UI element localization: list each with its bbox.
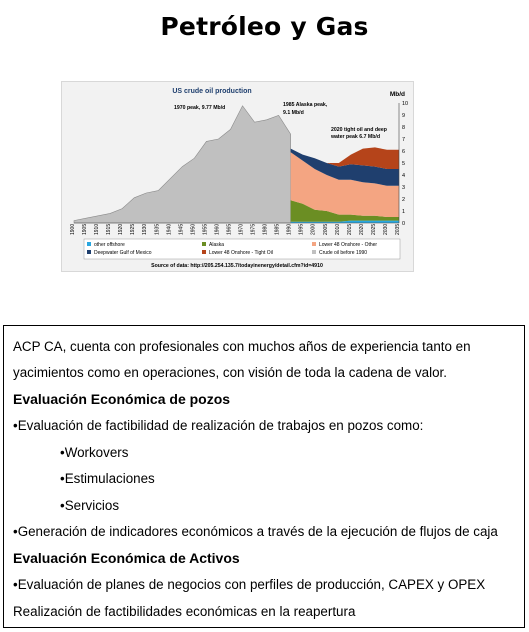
x-tick-label-23: 2015 bbox=[346, 223, 353, 235]
legend-label-3: Deepwater Gulf of Mexico bbox=[94, 250, 152, 256]
x-tick-label-20: 2000 bbox=[310, 223, 317, 235]
bullet-workovers: •Workovers bbox=[60, 445, 129, 460]
x-tick-label-9: 1945 bbox=[178, 223, 185, 235]
bullet-planes: •Evaluación de planes de negocios con perfiles de producción, CAPEX y OPEX bbox=[13, 577, 486, 592]
annotation-0: 1970 peak, 9.77 Mb/d bbox=[174, 105, 226, 111]
reapertura-line: Realización de factibilidades económicas en la reapertura bbox=[13, 604, 356, 619]
page-title: Petróleo y Gas bbox=[160, 12, 369, 41]
chart-title: US crude oil production bbox=[172, 88, 252, 95]
x-tick-label-13: 1965 bbox=[226, 223, 233, 235]
x-tick-label-2: 1910 bbox=[94, 223, 101, 235]
y-tick-label-6: 6 bbox=[402, 149, 406, 155]
x-tick-label-4: 1920 bbox=[118, 223, 125, 235]
bullet-factibilidad: •Evaluación de factibilidad de realización de trabajos en pozos como: bbox=[13, 418, 424, 433]
info-box bbox=[3, 325, 525, 628]
x-tick-label-16: 1980 bbox=[262, 223, 269, 235]
y-tick-label-4: 4 bbox=[402, 173, 406, 179]
x-tick-label-25: 2025 bbox=[370, 223, 377, 235]
legend-swatch-2 bbox=[312, 242, 316, 246]
y-axis-unit: Mb/d bbox=[389, 91, 405, 98]
oil-production-chart bbox=[61, 81, 414, 272]
x-tick-label-10: 1950 bbox=[190, 223, 197, 235]
annotation-4: water peak 6.7 Mb/d bbox=[331, 134, 381, 140]
x-tick-label-26: 2030 bbox=[382, 223, 389, 235]
legend-label-5: Crude oil before 1990 bbox=[319, 250, 368, 256]
x-tick-label-27: 2035 bbox=[395, 223, 401, 235]
x-tick-label-24: 2020 bbox=[358, 223, 365, 235]
legend-swatch-1 bbox=[202, 242, 206, 246]
legend-label-2: Lower 48 Onshore - Other bbox=[319, 242, 378, 248]
heading-activos: Evaluación Económica de Activos bbox=[13, 550, 240, 566]
history-area bbox=[74, 106, 291, 223]
y-tick-label-2: 2 bbox=[402, 197, 406, 203]
annotation-1: 1985 Alaska peak, bbox=[283, 102, 328, 108]
x-tick-label-22: 2010 bbox=[334, 223, 341, 235]
legend-label-1: Alaska bbox=[209, 242, 225, 248]
legend-swatch-5 bbox=[312, 250, 316, 254]
legend-swatch-3 bbox=[87, 250, 91, 254]
x-tick-label-1: 1905 bbox=[82, 223, 89, 235]
x-tick-label-8: 1940 bbox=[166, 223, 173, 235]
y-tick-label-1: 1 bbox=[402, 209, 406, 215]
y-tick-label-5: 5 bbox=[402, 161, 406, 167]
y-tick-label-10: 10 bbox=[402, 101, 409, 107]
legend-swatch-0 bbox=[87, 242, 91, 246]
y-tick-label-8: 8 bbox=[402, 125, 406, 131]
y-tick-label-7: 7 bbox=[402, 137, 406, 143]
x-tick-label-12: 1960 bbox=[214, 223, 221, 235]
legend-swatch-4 bbox=[202, 250, 206, 254]
bullet-servicios: •Servicios bbox=[60, 498, 120, 513]
x-tick-label-21: 2005 bbox=[322, 223, 329, 235]
y-tick-label-9: 9 bbox=[402, 113, 406, 119]
x-tick-label-11: 1955 bbox=[202, 223, 209, 235]
y-tick-label-3: 3 bbox=[402, 185, 406, 191]
x-tick-label-5: 1925 bbox=[130, 223, 137, 235]
x-tick-label-17: 1985 bbox=[274, 223, 281, 235]
intro-line-2: yacimientos como en operaciones, con visión de toda la cadena de valor. bbox=[13, 365, 447, 380]
intro-line-1: ACP CA, cuenta con profesionales con muchos años de experiencia tanto en bbox=[13, 339, 471, 354]
x-tick-label-0: 1900 bbox=[70, 223, 76, 235]
x-tick-label-15: 1975 bbox=[250, 223, 257, 235]
annotation-2: 9.1 Mb/d bbox=[283, 110, 304, 116]
x-tick-label-6: 1930 bbox=[142, 223, 149, 235]
x-tick-label-3: 1915 bbox=[106, 223, 113, 235]
legend-label-4: Lower 48 Onshore - Tight Oil bbox=[209, 250, 273, 256]
annotation-3: 2020 tight oil and deep bbox=[331, 127, 387, 133]
bullet-indicadores: •Generación de indicadores económicos a través de la ejecución de flujos de caja bbox=[13, 524, 498, 539]
chart-source: Source of data: http://205.254.135.7/todayinenergy/detail.cfm?id=4910 bbox=[151, 263, 323, 269]
x-tick-label-7: 1935 bbox=[154, 223, 161, 235]
x-tick-label-14: 1970 bbox=[238, 223, 245, 235]
heading-pozos: Evaluación Económica de pozos bbox=[13, 391, 231, 407]
x-tick-label-19: 1995 bbox=[298, 223, 305, 235]
legend-label-0: other offshore bbox=[94, 242, 125, 248]
x-tick-label-18: 1990 bbox=[286, 223, 293, 235]
y-tick-label-0: 0 bbox=[402, 221, 406, 227]
bullet-estimulaciones: •Estimulaciones bbox=[60, 471, 155, 486]
chart-svg bbox=[62, 82, 413, 271]
